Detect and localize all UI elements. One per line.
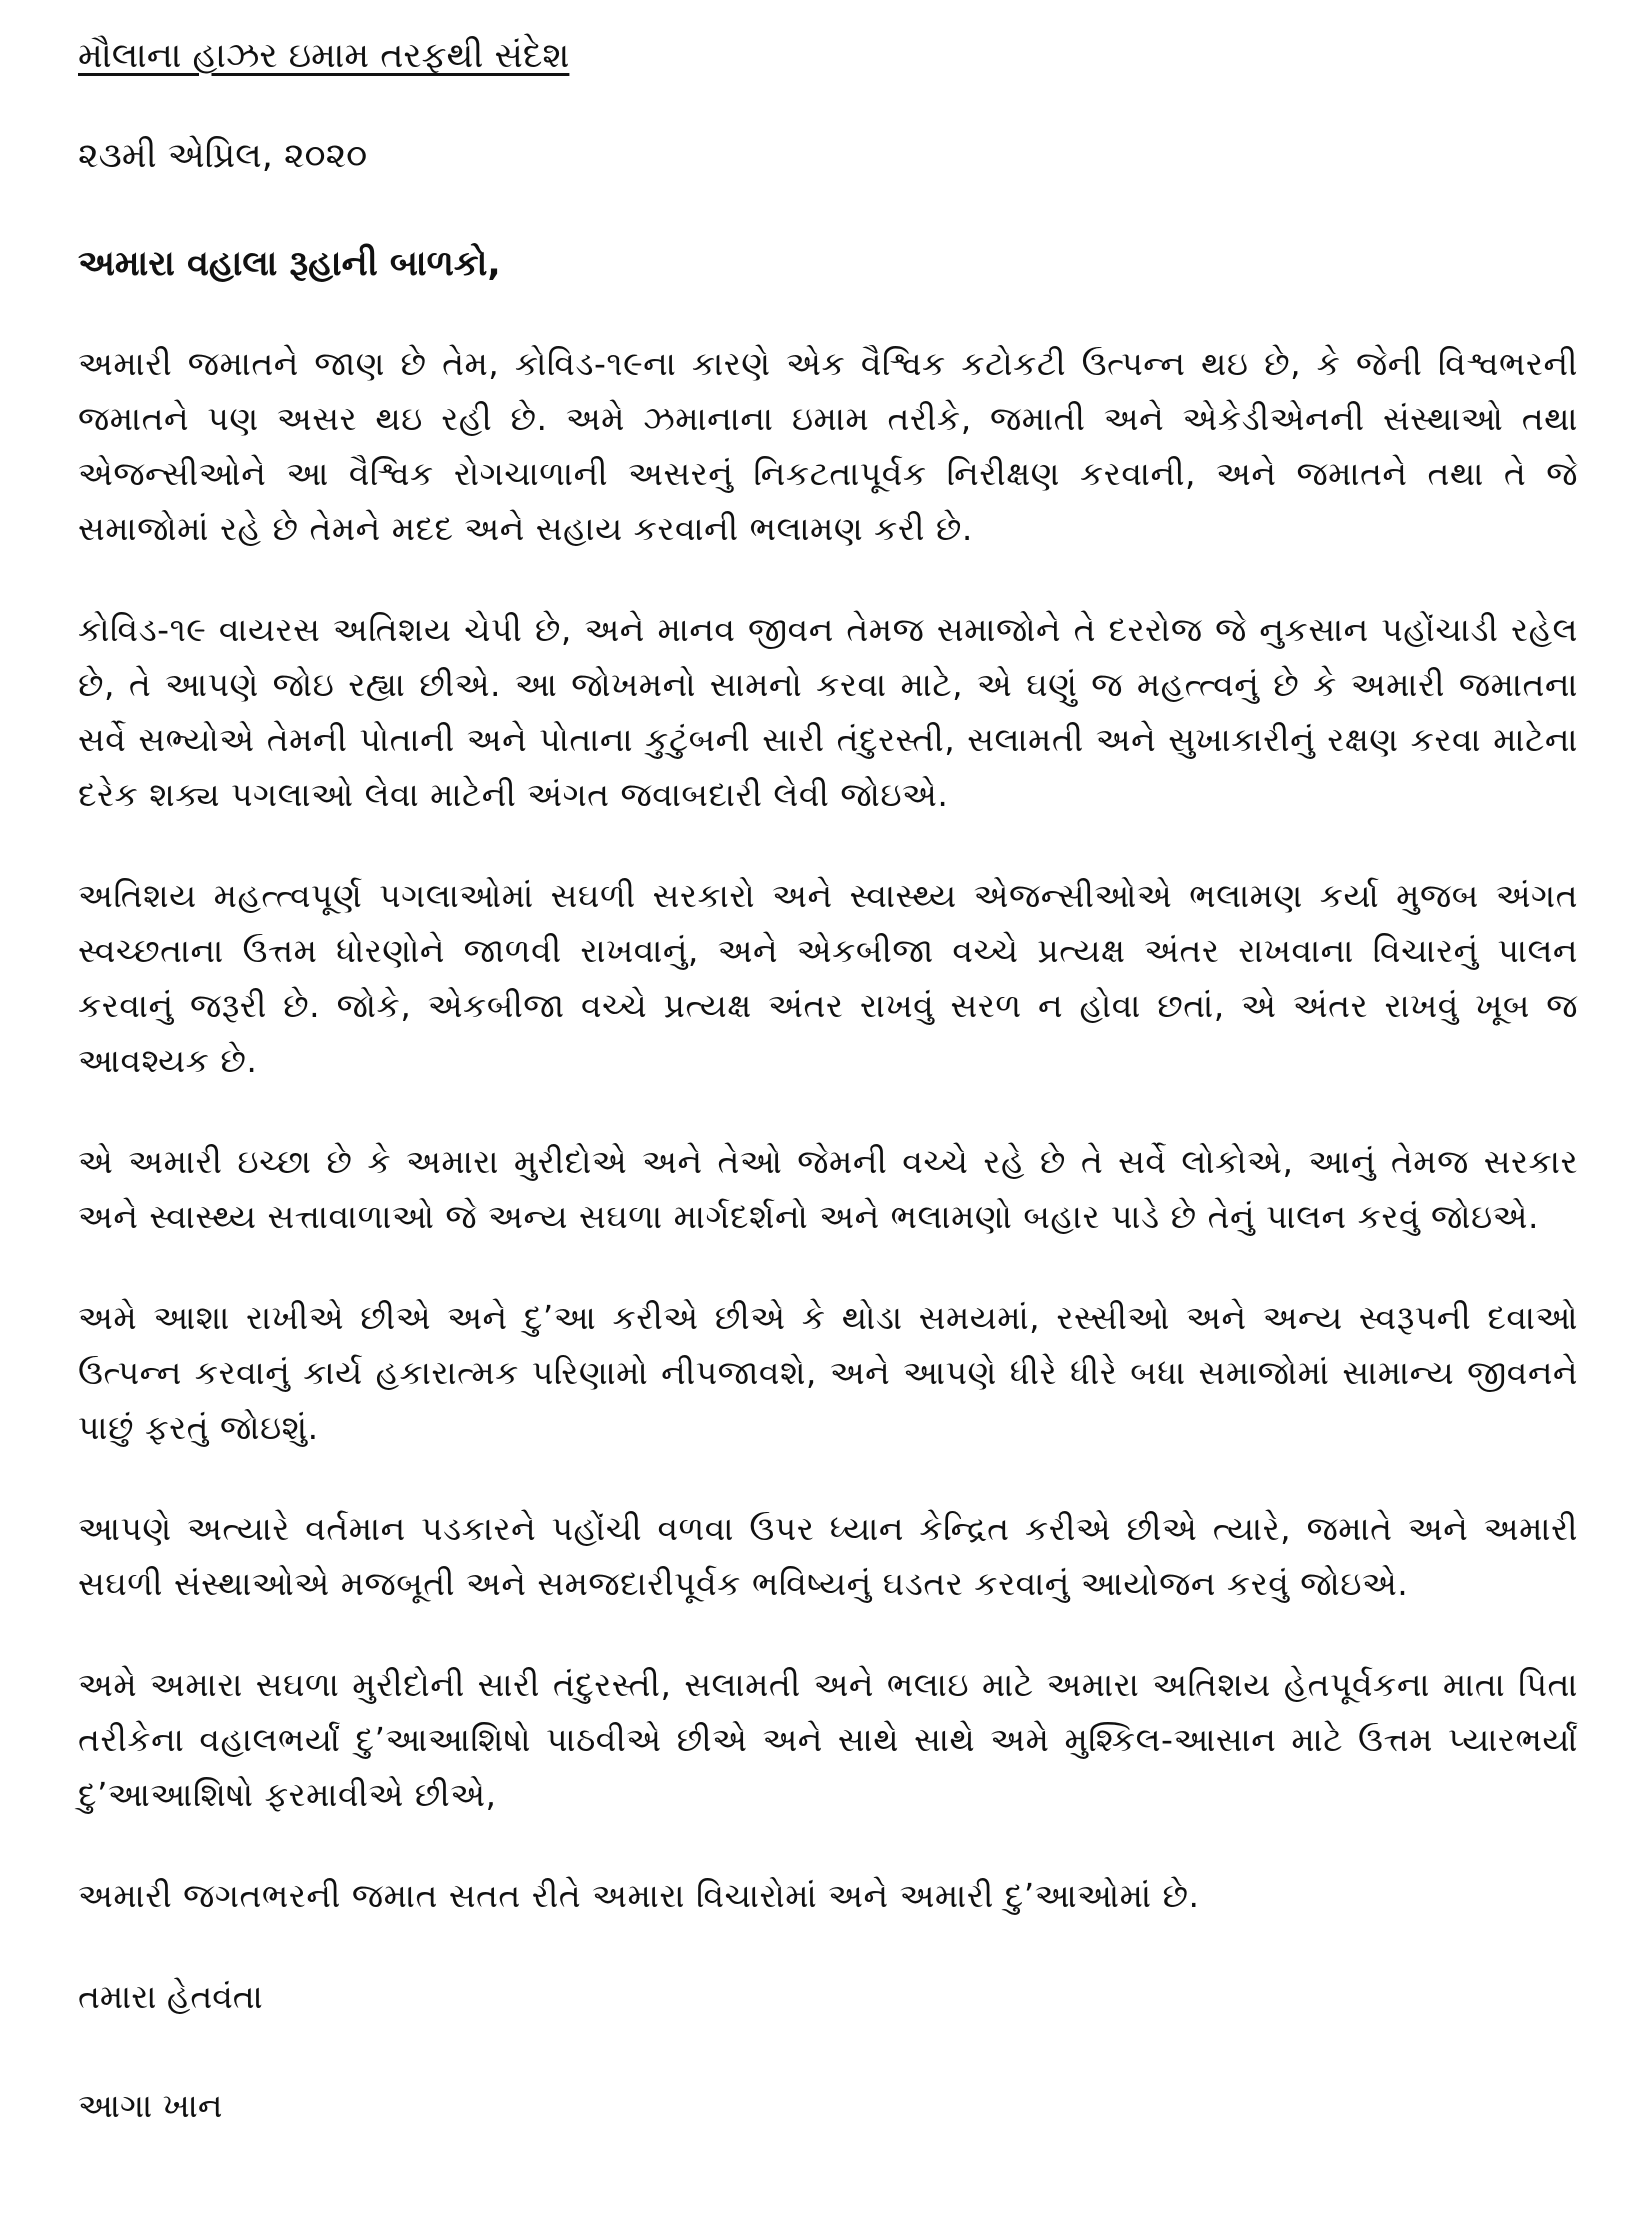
letter-paragraph-8: અમારી જગતભરની જમાત સતત રીતે અમારા વિચારોમાં અને અમારી દુ’આઓમાં છે. bbox=[78, 1876, 1200, 1915]
letter-paragraph-3: અતિશય મહત્ત્વપૂર્ણ પગલાઓમાં સઘળી સરકારો અને સ્વાસ્થ્ય એજન્સીઓએ ભલામણ કર્યા મુજબ અંગત સ્વચ્છતાના ઉત્તમ ધોરણોને જાળવી રાખવાનું, અને એકબીજા વચ્ચે પ્રત્યક્ષ અંતર રાખવાના વિચારનું પાલન કરવાનું જરૂરી છે. જોકે, એકબીજા વચ્ચે પ્રત્યક્ષ અંતર રાખવું સરળ ન હોવા છતાં, એ અંતર રાખવું ખૂબ જ આવશ્યક છે. bbox=[78, 876, 1578, 1080]
letter-paragraph-6: આપણે અત્યારે વર્તમાન પડકારને પહોંચી વળવા ઉપર ધ્યાન કેન્દ્રિત કરીએ છીએ ત્યારે, જમાતે અને અમારી સઘળી સંસ્થાઓએ મજબૂતી અને સમજદારીપૂર્વક ભવિષ્યનું ઘડતર કરવાનું આયોજન કરવું જોઇએ. bbox=[78, 1509, 1578, 1603]
letter bbox=[78, 28, 1578, 2133]
letter-paragraph-5: અમે આશા રાખીએ છીએ અને દુ’આ કરીએ છીએ કે થોડા સમયમાં, રસ્સીઓ અને અન્ય સ્વરૂપની દવાઓ ઉત્પન્ન કરવાનું કાર્ય હકારાત્મક પરિણામો નીપજાવશે, અને આપણે ધીરે ધીરે બધા સમાજોમાં સામાન્ય જીવનને પાછું ફરતું જોઇશું. bbox=[78, 1298, 1578, 1447]
letter-signature: આગા ખાન bbox=[78, 2086, 223, 2125]
letter-paragraph-7: અમે અમારા સઘળા મુરીદોની સારી તંદુરસ્તી, સલામતી અને ભલાઇ માટે અમારા અતિશય હેતપૂર્વકના માતા પિતા તરીકેના વહાલભર્યાં દુ’આઆશિષો પાઠવીએ છીએ અને સાથે સાથે અમે મુશ્કિલ-આસાન માટે ઉત્તમ પ્યારભર્યાં દુ’આઆશિષો ફરમાવીએ છીએ, bbox=[78, 1665, 1578, 1814]
letter-paragraph-4: એ અમારી ઇચ્છા છે કે અમારા મુરીદોએ અને તેઓ જેમની વચ્ચે રહે છે તે સર્વે લોકોએ, આનું તેમજ સરકાર અને સ્વાસ્થ્ય સત્તાવાળાઓ જે અન્ય સઘળા માર્ગદર્શનો અને ભલામણો બહાર પાડે છે તેનું પાલન કરવું જોઇએ. bbox=[78, 1142, 1578, 1236]
letter-salutation: અમારા વહાલા રૂહાની બાળકો, bbox=[78, 244, 501, 284]
letter-paragraph-1: અમારી જમાતને જાણ છે તેમ, કોવિડ-૧૯ના કારણે એક વૈશ્વિક કટોકટી ઉત્પન્ન થઇ છે, કે જેની વિશ્વભરની જમાતને પણ અસર થઇ રહી છે. અમે ઝમાનાના ઇમામ તરીકે, જમાતી અને એકેડીએનની સંસ્થાઓ તથા એજન્સીઓને આ વૈશ્વિક રોગચાળાની અસરનું નિકટતાપૂર્વક નિરીક્ષણ કરવાની, અને જમાતને તથા તે જે સમાજોમાં રહે છે તેમને મદદ અને સહાય કરવાની ભલામણ કરી છે. bbox=[78, 344, 1578, 548]
letter-date: ૨૩મી એપ્રિલ, ૨૦૨૦ bbox=[78, 136, 368, 176]
letter-closing: તમારા હેતવંતા bbox=[78, 1977, 263, 2016]
letter-paragraph-2: કોવિડ-૧૯ વાયરસ અતિશય ચેપી છે, અને માનવ જીવન તેમજ સમાજોને તે દરરોજ જે નુકસાન પહોંચાડી રહેલ છે, તે આપણે જોઇ રહ્યા છીએ. આ જોખમનો સામનો કરવા માટે, એ ઘણું જ મહત્ત્વનું છે કે અમારી જમાતના સર્વે સભ્યોએ તેમની પોતાની અને પોતાના કુટુંબની સારી તંદુરસ્તી, સલામતી અને સુખાકારીનું રક્ષણ કરવા માટેના દરેક શક્ય પગલાઓ લેવા માટેની અંગત જવાબદારી લેવી જોઇએ. bbox=[78, 610, 1578, 814]
letter-title: મૌલાના હાઝર ઇમામ તરફથી સંદેશ bbox=[78, 36, 570, 76]
